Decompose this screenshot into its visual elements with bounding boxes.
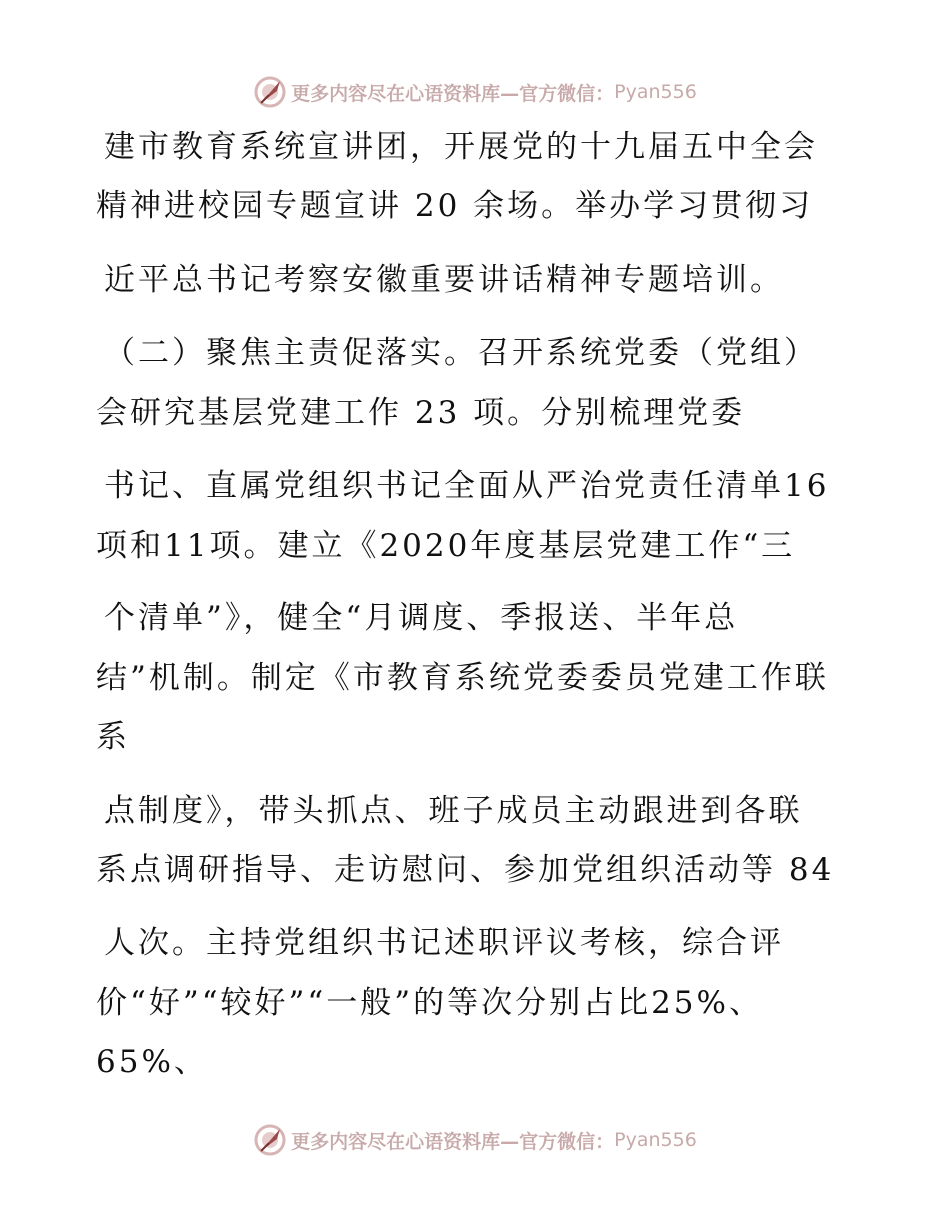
text-line: 结”机制。制定《市教育系统党委委员党建工作联 — [96, 660, 829, 696]
text-line: 会研究基层党建工作 23 项。分别梳理党委 — [96, 395, 746, 431]
text-line: 近平总书记考察安徽重要讲话精神专题培训。 — [104, 262, 784, 298]
watermark-text: 更多内容尽在心语资料库—官方微信： — [291, 1130, 615, 1153]
quill-logo-icon — [253, 75, 287, 109]
text-line: 建市教育系统宣讲团，开展党的十九届五中全会 — [104, 129, 818, 165]
text-line: 项和11项。建立《2020年度基层党建工作“三 — [96, 528, 796, 564]
text-line: 精神进校园专题宣讲 20 余场。举办学习贯彻习 — [96, 188, 814, 224]
text-line: 65%、 — [96, 1044, 208, 1080]
text-line: 点制度》，带头抓点、班子成员主动跟进到各联 — [104, 793, 803, 829]
header-watermark — [0, 72, 950, 112]
text-line: 价“好”“较好”“一般”的等次分别占比25%、 — [96, 985, 763, 1021]
watermark-text: 更多内容尽在心语资料库—官方微信： — [291, 82, 615, 105]
watermark-wechat-id: Pyan556 — [614, 1129, 697, 1151]
text-line: 人次。主持党组织书记述职评议考核，综合评 — [104, 925, 784, 961]
text-line: （二）聚焦主责促落实。召开系统党委（党组） — [104, 335, 818, 371]
text-line: 书记、直属党组织书记全面从严治党责任清单16 — [104, 468, 830, 504]
text-line: 系 — [96, 719, 130, 755]
text-line: 系点调研指导、走访慰问、参加党组织活动等 84 — [96, 852, 835, 888]
text-line: 个清单”》，健全“月调度、季报送、半年总 — [104, 600, 739, 636]
footer-watermark — [0, 1120, 950, 1160]
quill-logo-icon — [253, 1123, 287, 1157]
watermark-wechat-id: Pyan556 — [614, 81, 697, 103]
